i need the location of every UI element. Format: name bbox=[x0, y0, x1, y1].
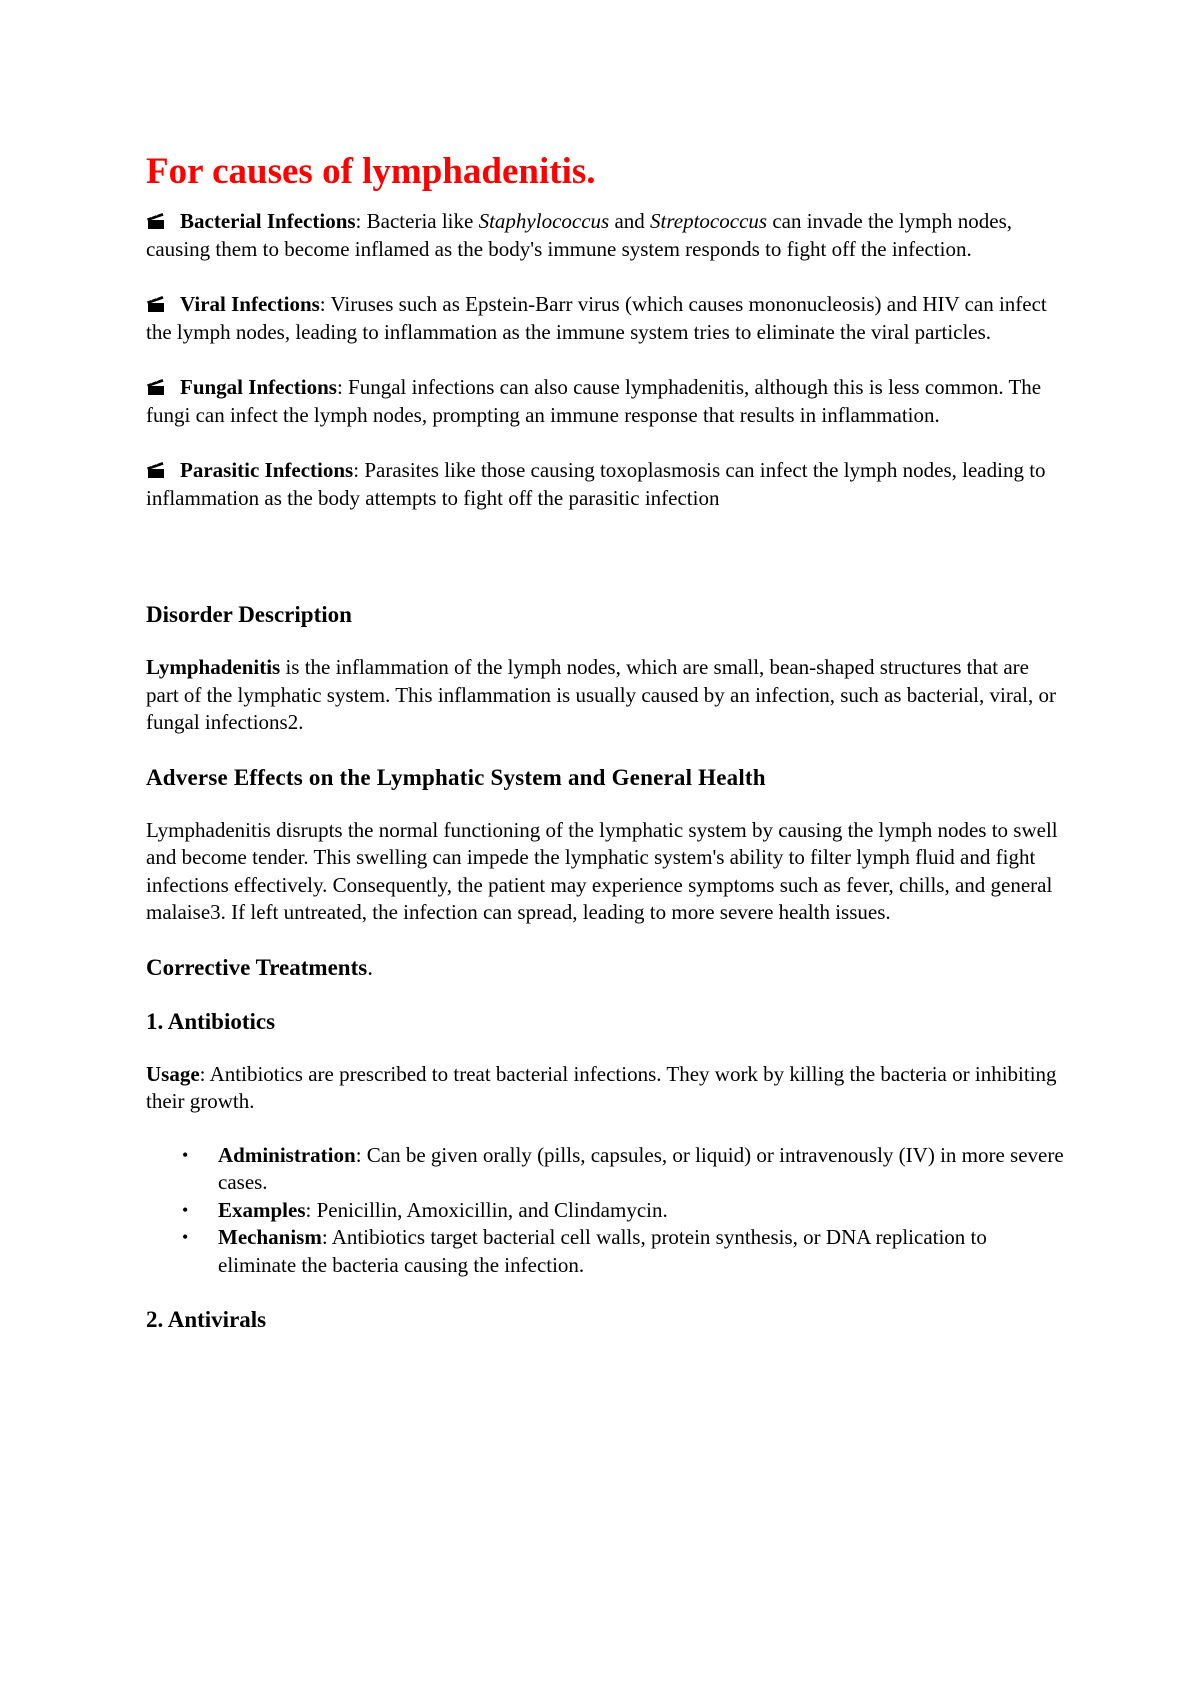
treatments-heading-suffix: . bbox=[367, 954, 373, 980]
bullet-mechanism bbox=[182, 1224, 1066, 1279]
bullet-text: Can be given orally (pills, capsules, or liquid) or intravenously (IV) in more severe cases. bbox=[218, 1142, 1064, 1194]
usage-sep: : bbox=[199, 1061, 210, 1086]
antivirals-heading: 2. Antivirals bbox=[146, 1307, 267, 1332]
antibiotics-heading: 1. Antibiotics bbox=[146, 1008, 276, 1034]
bullet-dot: • bbox=[182, 1144, 189, 1165]
disorder-text: is the inflammation of the lymph nodes, which are small, bean-shaped structures that are part of the lymphatic system. This inflammation is usually caused by an infection, such as bacterial, viral, or fungal infections2. bbox=[146, 655, 1056, 734]
clapperboard-icon bbox=[146, 457, 180, 485]
document-page bbox=[146, 150, 1066, 1359]
cause-text: Fungal infections can also cause lymphadenitis, although this is less common. The fungi can infect the lymph nodes, prompting an immune response that results in inflammation. bbox=[146, 375, 1042, 427]
section-gap bbox=[146, 512, 1066, 600]
cause-fungal bbox=[146, 374, 1066, 429]
document-title: For causes of lymphadenitis. bbox=[146, 151, 596, 192]
italic-term: Staphylococcus bbox=[478, 209, 610, 233]
bullet-sep: : bbox=[321, 1225, 332, 1249]
cause-term: Parasitic Infections bbox=[180, 458, 354, 482]
antibiotics-bullet-list bbox=[146, 1142, 1066, 1280]
cause-text: Bacteria like bbox=[366, 209, 479, 233]
disorder-heading: Disorder Description bbox=[146, 602, 352, 627]
clapperboard-icon bbox=[146, 291, 180, 319]
cause-term: Fungal Infections bbox=[180, 375, 337, 399]
treatments-heading bbox=[146, 953, 1066, 983]
treatments-heading-text: Corrective Treatments bbox=[146, 954, 368, 980]
cause-text: Parasites like those causing toxoplasmosis can infect the lymph nodes, leading to inflammation as the body attempts to fight off the parasitic infection bbox=[146, 458, 1046, 510]
cause-text: can invade the lymph nodes, causing them to become inflamed as the body's immune system responds to fight off the infection. bbox=[146, 209, 1013, 261]
bullet-term: Administration bbox=[218, 1142, 356, 1167]
cause-term: Bacterial Infections bbox=[180, 209, 356, 233]
cause-term: Viral Infections bbox=[180, 292, 320, 316]
bullet-examples bbox=[182, 1197, 1066, 1225]
cause-sep: : bbox=[353, 458, 365, 482]
adverse-heading: Adverse Effects on the Lymphatic System and General Health bbox=[146, 764, 766, 790]
cause-text: Viruses such as Epstein-Barr virus (which causes mononucleosis) and HIV can infect the lymph nodes, leading to inflammation as the immune system tries to eliminate the viral particles. bbox=[146, 292, 1047, 344]
cause-sep: : bbox=[336, 375, 349, 399]
usage-term: Usage bbox=[146, 1061, 200, 1086]
usage-text: Antibiotics are prescribed to treat bacterial infections. They work by killing the bacteria or inhibiting their growth. bbox=[146, 1061, 1057, 1113]
bullet-text: Antibiotics target bacterial cell walls, protein synthesis, or DNA replication to eliminate the bacteria causing the infection. bbox=[218, 1225, 987, 1277]
bullet-sep: : bbox=[305, 1197, 317, 1222]
cause-sep: : bbox=[319, 292, 331, 316]
bullet-dot: • bbox=[182, 1227, 189, 1247]
clapperboard-icon bbox=[146, 374, 180, 402]
italic-term: Streptococcus bbox=[650, 209, 768, 233]
bullet-sep: : bbox=[355, 1142, 367, 1167]
cause-text: and bbox=[609, 209, 651, 233]
cause-sep: : bbox=[355, 209, 367, 233]
cause-viral bbox=[146, 291, 1066, 346]
bullet-administration bbox=[182, 1142, 1066, 1197]
disorder-term: Lymphadenitis bbox=[146, 655, 281, 679]
cause-bacterial bbox=[146, 208, 1066, 263]
cause-parasitic bbox=[146, 457, 1066, 512]
bullet-term: Examples bbox=[218, 1197, 306, 1222]
bullet-term: Mechanism bbox=[218, 1225, 322, 1249]
clapperboard-icon bbox=[146, 208, 180, 236]
adverse-paragraph: Lymphadenitis disrupts the normal functioning of the lymphatic system by causing the lymph nodes to swell and become tender. This swelling can impede the lymphatic system's ability to filter lymph fluid and fight infections effectively. Consequently, the patient may experience symptoms such as fever, chills, and general malaise3. If left untreated, the infection can spread, leading to more severe health issues. bbox=[146, 817, 1058, 924]
bullet-text: Penicillin, Amoxicillin, and Clindamycin. bbox=[316, 1197, 668, 1222]
disorder-paragraph bbox=[146, 654, 1066, 737]
bullet-dot: • bbox=[182, 1199, 189, 1220]
antibiotics-usage bbox=[146, 1061, 1066, 1116]
